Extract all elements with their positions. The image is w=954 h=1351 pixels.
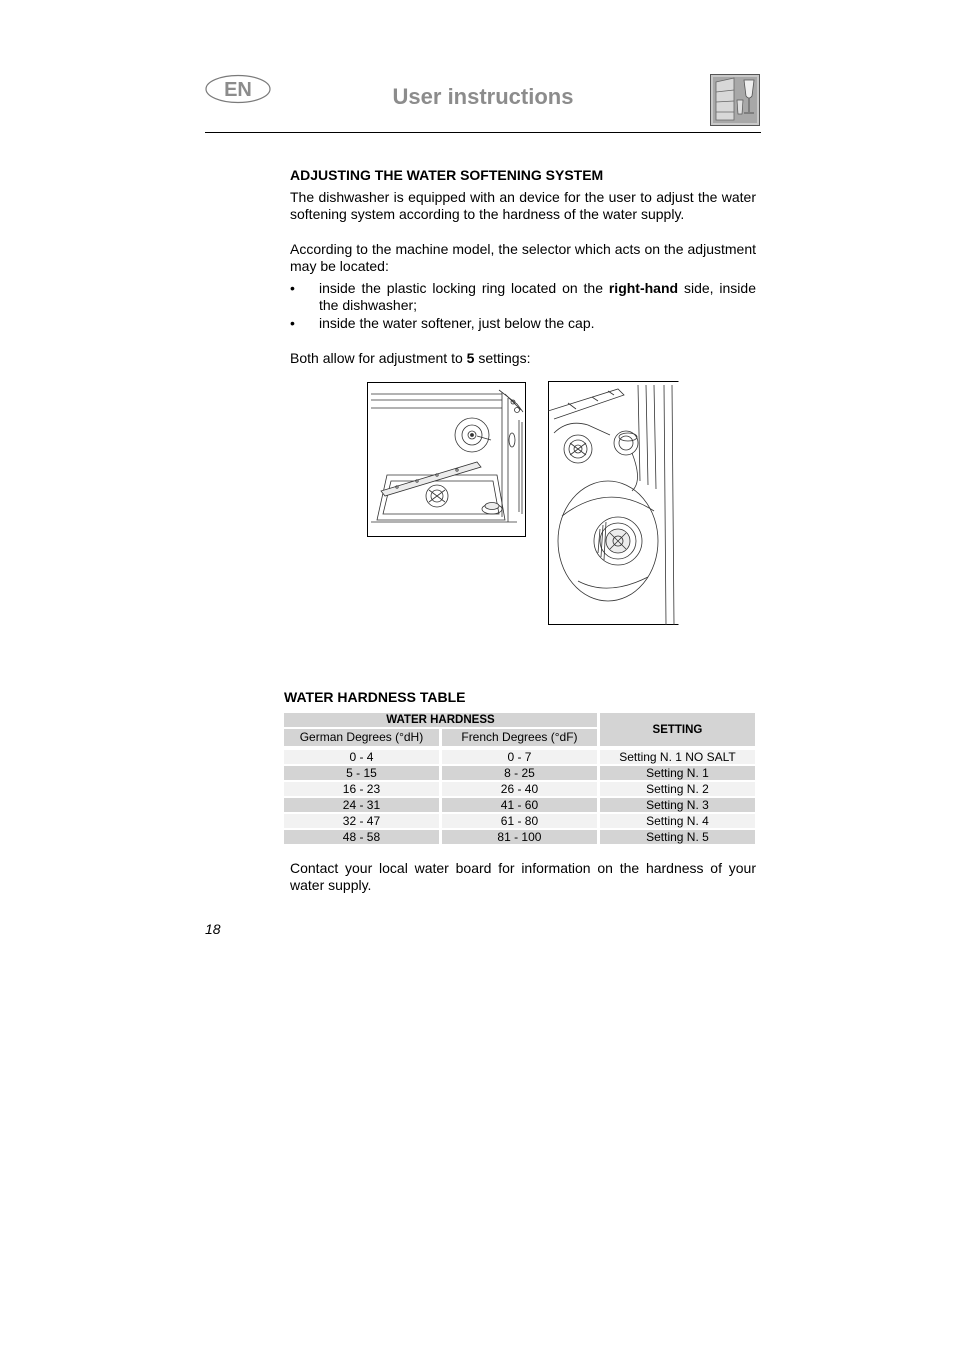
table-row xyxy=(284,766,755,780)
setting-cell: Setting N. 4 xyxy=(600,814,755,828)
french-degrees-cell: 8 - 25 xyxy=(442,766,597,780)
table-row xyxy=(284,750,755,764)
list-item xyxy=(290,315,756,332)
settings-count: 5 xyxy=(466,350,475,366)
water-hardness-header: WATER HARDNESS xyxy=(284,713,597,727)
table-row xyxy=(284,830,755,844)
list-item xyxy=(290,280,756,314)
language-badge xyxy=(205,74,271,104)
location-paragraph: According to the machine model, the selector which acts on the adjustment may be located: xyxy=(290,241,756,274)
table-row xyxy=(284,798,755,812)
page-number: 18 xyxy=(205,921,221,937)
header-divider xyxy=(205,132,761,133)
setting-cell: Setting N. 1 xyxy=(600,766,755,780)
bullet-icon: • xyxy=(290,315,295,331)
german-degrees-header: German Degrees (°dH) xyxy=(284,729,439,746)
list-item-text: inside the plastic locking ring located on the xyxy=(319,280,609,296)
dishwasher-glassware-icon xyxy=(710,74,760,126)
german-degrees-cell: 0 - 4 xyxy=(284,750,439,764)
table-heading: WATER HARDNESS TABLE xyxy=(284,689,466,705)
french-degrees-cell: 81 - 100 xyxy=(442,830,597,844)
table-header-row xyxy=(284,713,755,727)
settings-line xyxy=(290,350,756,367)
setting-cell: Setting N. 2 xyxy=(600,782,755,796)
french-degrees-cell: 61 - 80 xyxy=(442,814,597,828)
list-item-text: side, inside the dishwasher; xyxy=(319,280,756,313)
setting-cell: Setting N. 3 xyxy=(600,798,755,812)
language-badge-label: EN xyxy=(224,79,252,101)
settings-text: Both allow for adjustment to xyxy=(290,350,467,366)
setting-cell: Setting N. 5 xyxy=(600,830,755,844)
german-degrees-cell: 32 - 47 xyxy=(284,814,439,828)
list-item-text: inside the water softener, just below the cap. xyxy=(319,315,595,331)
location-list xyxy=(290,280,756,333)
list-item-emphasis: right-hand xyxy=(608,280,679,296)
german-degrees-cell: 16 - 23 xyxy=(284,782,439,796)
french-degrees-cell: 0 - 7 xyxy=(442,750,597,764)
contact-paragraph: Contact your local water board for information on the hardness of your water supply. xyxy=(290,860,756,893)
german-degrees-cell: 48 - 58 xyxy=(284,830,439,844)
setting-cell: Setting N. 1 NO SALT xyxy=(600,750,755,764)
water-softener-cap-illustration xyxy=(548,381,679,625)
page-title: User instructions xyxy=(392,84,574,109)
german-degrees-cell: 24 - 31 xyxy=(284,798,439,812)
french-degrees-cell: 26 - 40 xyxy=(442,782,597,796)
setting-header: SETTING xyxy=(600,713,755,746)
water-hardness-table xyxy=(281,711,758,846)
german-degrees-cell: 5 - 15 xyxy=(284,766,439,780)
intro-paragraph: The dishwasher is equipped with an device for the user to adjust the water softening system according to the hardness of the water supply. xyxy=(290,189,756,222)
section-heading: ADJUSTING THE WATER SOFTENING SYSTEM xyxy=(290,167,604,183)
bullet-icon: • xyxy=(290,280,295,296)
table-row xyxy=(284,782,755,796)
dishwasher-interior-illustration xyxy=(367,382,526,537)
french-degrees-cell: 41 - 60 xyxy=(442,798,597,812)
table-row xyxy=(284,814,755,828)
french-degrees-header: French Degrees (°dF) xyxy=(442,729,597,746)
settings-text: settings: xyxy=(474,350,531,366)
